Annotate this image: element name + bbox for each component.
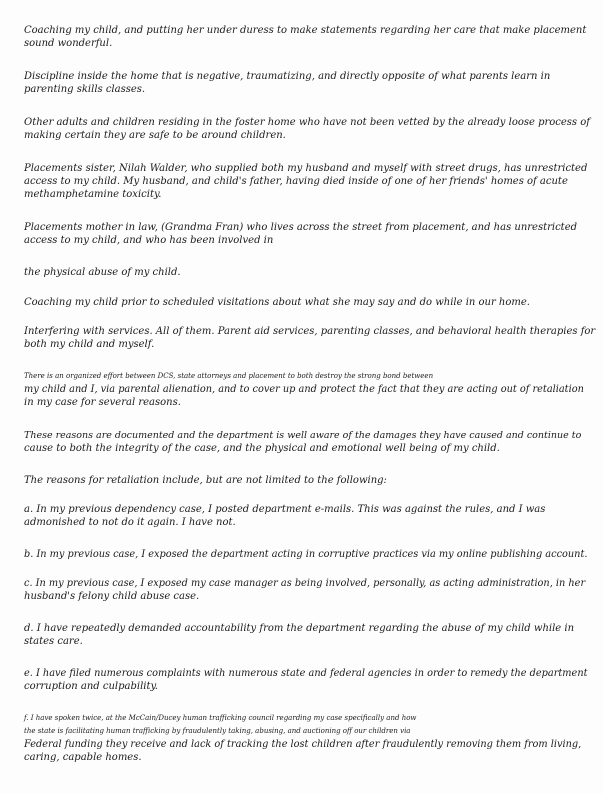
text-line: admonished to not do it again. I have not. [24,517,236,528]
text-line: Placements mother in law, (Grandma Fran) who lives across the street from placement, and has unrestricted [24,222,578,233]
paragraph-coaching-duress [24,24,586,50]
text-line: making certain they are safe to be around children. [24,130,286,141]
paragraph-physical-abuse [24,266,181,279]
list-item-c [24,577,585,603]
text-line: Coaching my child, and putting her under duress to make statements regarding her care that make placement [24,25,587,36]
text-line: e. I have filed numerous complaints with numerous state and federal agencies in order to remedy the department [24,668,588,679]
paragraph-discipline [24,70,550,96]
list-item-b [24,548,587,561]
text-line: Other adults and children residing in the foster home who have not been vetted by the already loose process of [24,117,590,128]
text-line: Discipline inside the home that is negative, traumatizing, and directly opposite of what parents learn in [24,71,551,82]
text-line: These reasons are documented and the department is well aware of the damages they have caused and continue to [24,430,582,441]
paragraph-interfering-services [24,325,595,351]
text-line: access to my child, and who has been involved in [24,235,274,246]
text-line: my child and I, via parental alienation, and to cover up and protect the fact that they are acting out of retaliation [24,384,584,395]
text-line: b. In my previous case, I exposed the department acting in corruptive practices via my online publishing account. [24,549,588,560]
list-item-d [24,622,574,648]
paragraph-other-adults [24,116,590,142]
list-item-a [24,503,545,529]
paragraph-mother-in-law [24,221,577,247]
text-line: d. I have repeatedly demanded accountability from the department regarding the abuse of my child while in [24,623,575,634]
text-line: corruption and culpability. [24,681,158,692]
text-line: c. In my previous case, I exposed my case manager as being involved, personally, as acting administration, in her [24,578,586,589]
text-line: Federal funding they receive and lack of tracking the lost children after fraudulently removing them from living, [24,739,582,750]
text-line: in my case for several reasons. [24,397,181,408]
paragraph-reasons-documented [24,429,581,455]
text-line: cause to both the integrity of the case, and the physical and emotional well being of my child. [24,443,500,454]
text-line: Interfering with services. All of them. Parent aid services, parenting classes, and behavioral health therapies for [24,326,596,337]
paragraph-coaching-visitations [24,296,530,309]
list-item-e [24,667,588,693]
text-line: states care. [24,636,83,647]
text-line: The reasons for retaliation include, but are not limited to the following: [24,475,387,486]
text-line: the state is facilitating human trafficking by fraudulently taking, abusing, and auctioning off our children via [24,727,411,735]
paragraph-placement-sister [24,162,587,201]
paragraph-retaliation-intro [24,474,387,487]
text-line: access to my child. My husband, and child's father, having died inside of one of her friends' homes of acute [24,176,568,187]
text-line: There is an organized effort between DCS, state attorneys and placement to both destroy the strong bond between [24,372,434,380]
text-line: sound wonderful. [24,38,113,49]
text-line: f. I have spoken twice, at the McCain/Ducey human trafficking council regarding my case specifically and how [24,714,417,722]
paragraph-organized-effort [24,370,584,409]
text-line: caring, capable homes. [24,752,142,763]
text-line: a. In my previous dependency case, I posted department e-mails. This was against the rules, and I was [24,504,546,515]
text-line: the physical abuse of my child. [24,267,181,278]
text-line: Coaching my child prior to scheduled visitations about what she may say and do while in our home. [24,297,530,308]
text-line: both my child and myself. [24,339,155,350]
text-line: parenting skills classes. [24,84,146,95]
text-line: methamphetamine toxicity. [24,189,162,200]
text-line: husband's felony child abuse case. [24,591,200,602]
list-item-f [24,712,581,764]
text-line: Placements sister, Nilah Walder, who supplied both my husband and myself with street drugs, has unrestricted [24,163,588,174]
